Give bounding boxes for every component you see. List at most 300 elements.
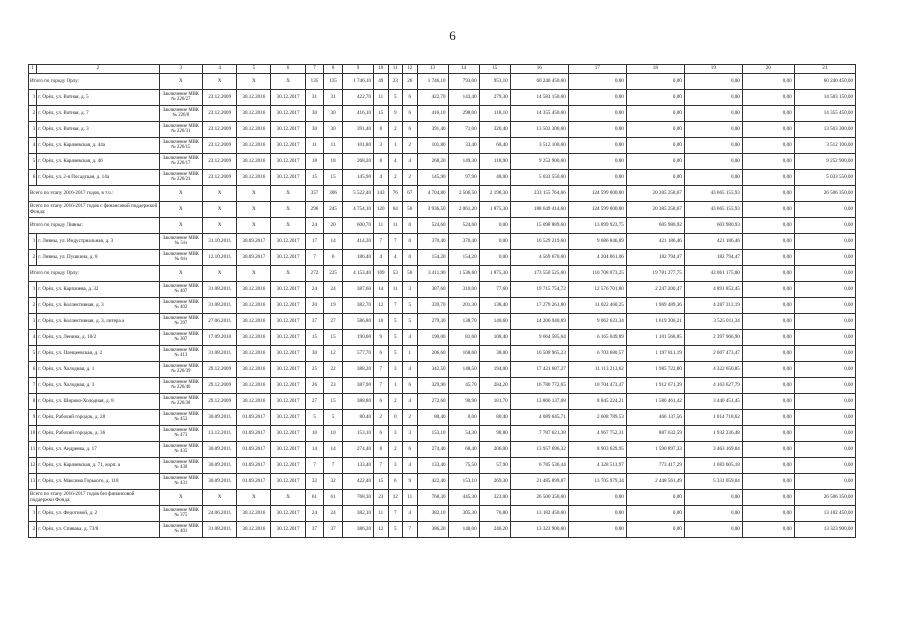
table-cell: 0,00 xyxy=(794,442,855,458)
table-row xyxy=(29,458,856,474)
table-cell: 7 xyxy=(403,522,418,538)
table-cell: 30.12.2017 xyxy=(271,362,305,378)
table-cell: 0,00 xyxy=(626,154,684,170)
table-cell: 30.12.2017 xyxy=(271,330,305,346)
table-cell: 0,00 xyxy=(742,282,794,298)
table-cell: 13 899 923,75 xyxy=(568,218,626,234)
row-number: 13 xyxy=(29,474,37,490)
table-cell: 0,00 xyxy=(626,506,684,522)
table-row xyxy=(29,298,856,314)
table-cell: 3 512 100,00 xyxy=(510,138,568,154)
table-cell: 284,20 xyxy=(479,378,510,394)
table-cell: 56 xyxy=(403,266,418,282)
table-cell: 20 385 258,67 xyxy=(626,202,684,218)
table-cell: 206,00 xyxy=(479,442,510,458)
table-cell: 2 xyxy=(388,122,403,138)
header-cell: 14 xyxy=(448,65,479,74)
row-conclusion: Заключение МВК № 5/н xyxy=(159,234,203,250)
table-cell: 6 xyxy=(324,250,343,266)
row-conclusion: Заключение МВК № 402 xyxy=(159,298,203,314)
table-cell: 8 xyxy=(374,122,389,138)
table-cell: 279,30 xyxy=(417,314,448,330)
table-cell: X xyxy=(237,218,271,234)
table-cell: 382,10 xyxy=(417,506,448,522)
table-cell: 101,80 xyxy=(417,138,448,154)
data-table xyxy=(28,64,856,538)
table-cell: 90,90 xyxy=(448,394,479,410)
table-cell: 5 033 550,00 xyxy=(794,170,855,186)
table-cell: 320,40 xyxy=(479,122,510,138)
table-cell: 0,00 xyxy=(742,186,794,202)
table-cell: 33,40 xyxy=(448,138,479,154)
table-cell: 206,60 xyxy=(417,346,448,362)
table-cell: 64 xyxy=(388,202,403,218)
table-cell: 23 xyxy=(324,378,343,394)
row-address: г. Орёл, Рабочий городок, д. 36 xyxy=(37,426,159,442)
table-cell: 887 632,59 xyxy=(626,426,684,442)
table-cell: 11 113 213,62 xyxy=(568,362,626,378)
table-cell: 32 xyxy=(305,474,324,490)
header-cell: 11 xyxy=(388,65,403,74)
table-cell: 13 503 300,00 xyxy=(510,122,568,138)
table-cell: 0,00 xyxy=(684,170,742,186)
table-cell: 1 197 811,19 xyxy=(626,346,684,362)
row-address: г. Орёл, ул. Широко-Холодная, д. 8 xyxy=(37,394,159,410)
table-cell: 12 xyxy=(388,490,403,506)
table-cell: 272 xyxy=(305,266,324,282)
table-cell: 0,00 xyxy=(794,250,855,266)
table-cell: 0,00 xyxy=(568,90,626,106)
table-cell: 4 xyxy=(388,250,403,266)
table-cell: X xyxy=(237,490,271,506)
table-cell: 135 xyxy=(305,74,324,90)
header-cell: 2 xyxy=(37,65,159,74)
table-cell: 12.10.2011 xyxy=(203,250,237,266)
row-address: г. Орёл, ул. Плещеевская, д. 2 xyxy=(37,346,159,362)
table-cell: 80,40 xyxy=(342,410,373,426)
table-cell: 421 186,46 xyxy=(626,234,684,250)
table-cell: 0,00 xyxy=(742,474,794,490)
table-cell: 27.06.2011 xyxy=(203,314,237,330)
table-cell: 0,00 xyxy=(794,298,855,314)
header-cell: 19 xyxy=(684,65,742,74)
table-cell: 80,40 xyxy=(417,410,448,426)
summary-row xyxy=(29,202,856,218)
table-cell: 0,00 xyxy=(626,122,684,138)
table-cell: 9 xyxy=(403,474,418,490)
table-cell: 4 xyxy=(403,154,418,170)
table-cell: 30.09.2011 xyxy=(203,410,237,426)
table-cell: 38,00 xyxy=(479,346,510,362)
row-number: 3 xyxy=(29,314,37,330)
table-cell: 12 xyxy=(374,522,389,538)
table-cell: 1 875,30 xyxy=(479,202,510,218)
table-cell: 0,00 xyxy=(742,522,794,538)
table-cell: 7 xyxy=(374,458,389,474)
table-cell: 13 182 450,00 xyxy=(794,506,855,522)
header-cell: 7 xyxy=(305,65,324,74)
table-cell: 0,00 xyxy=(684,106,742,122)
table-cell: 26 506 350,00 xyxy=(794,490,855,506)
header-cell: 15 xyxy=(479,65,510,74)
table-cell: 4 967 752,31 xyxy=(568,426,626,442)
table-cell: 9 252 900,00 xyxy=(794,154,855,170)
table-cell: 30.12.2016 xyxy=(237,298,271,314)
table-cell: 30.12.2017 xyxy=(271,394,305,410)
table-cell: 6 165 049,89 xyxy=(568,330,626,346)
table-cell: 1 580 461,42 xyxy=(626,394,684,410)
table-cell: 98,80 xyxy=(479,426,510,442)
table-cell: 3 512 100,00 xyxy=(794,138,855,154)
table-cell: 8 903 629,95 xyxy=(568,442,626,458)
summary-row xyxy=(29,74,856,90)
table-cell: 391,40 xyxy=(417,122,448,138)
table-cell: 54,30 xyxy=(448,426,479,442)
table-cell: 339,70 xyxy=(417,298,448,314)
table-cell: 19 715 754,72 xyxy=(510,282,568,298)
table-cell: X xyxy=(159,266,203,282)
table-cell: 30.12.2017 xyxy=(271,282,305,298)
table-row xyxy=(29,362,856,378)
table-cell: 1 932 236,48 xyxy=(684,426,742,442)
table-cell: 1 969 489,36 xyxy=(626,298,684,314)
table-cell: 603 980,93 xyxy=(684,218,742,234)
table-cell: 30.12.2017 xyxy=(271,170,305,186)
row-number: 2 xyxy=(29,250,37,266)
table-cell: 24 xyxy=(305,218,324,234)
table-cell: 268,20 xyxy=(417,154,448,170)
table-cell: 0,00 xyxy=(684,122,742,138)
table-cell: 23 xyxy=(388,74,403,90)
table-cell: 20 xyxy=(305,298,324,314)
table-cell: 279,30 xyxy=(479,90,510,106)
row-address: г. Орёл, ул. Карпачева, д. 32 xyxy=(37,282,159,298)
table-cell: 31.08.2011 xyxy=(203,522,237,538)
table-cell: 21 485 899,87 xyxy=(510,474,568,490)
table-cell: 31.10.2011 xyxy=(203,234,237,250)
row-address: г. Орёл, ул. Андреева, д. 17 xyxy=(37,442,159,458)
summary-label: Всего по этапу 2016-2017 годов без финансовой поддержки Фонда: xyxy=(29,490,160,506)
row-number: 4 xyxy=(29,330,37,346)
table-cell: 342,50 xyxy=(417,362,448,378)
table-cell: 194,00 xyxy=(479,362,510,378)
table-cell: 3 411,90 xyxy=(417,266,448,282)
table-cell: 30.12.2017 xyxy=(271,458,305,474)
table-cell: 101,80 xyxy=(342,138,373,154)
row-address: г. Орёл, ул. Холодная, д. 1 xyxy=(37,362,159,378)
table-cell: 246,20 xyxy=(479,522,510,538)
table-cell: 1 985 722,80 xyxy=(626,362,684,378)
row-number: 1 xyxy=(29,506,37,522)
table-cell: 6 703 680,57 xyxy=(568,346,626,362)
table-row xyxy=(29,394,856,410)
table-cell: 75,50 xyxy=(448,458,479,474)
row-address: г. Орёл, ул. Ленина, д. 18/2 xyxy=(37,330,159,346)
table-cell: 30.09.2011 xyxy=(203,458,237,474)
table-cell: X xyxy=(237,186,271,202)
table-cell: X xyxy=(159,186,203,202)
table-cell: 0,00 xyxy=(742,90,794,106)
table-cell: 0,00 xyxy=(742,122,794,138)
table-cell: 0 xyxy=(388,410,403,426)
table-row xyxy=(29,442,856,458)
table-cell: 11 xyxy=(388,218,403,234)
table-cell: 30.12.2017 xyxy=(271,250,305,266)
row-conclusion: Заключение МВК № 226/15 xyxy=(159,138,203,154)
table-cell: 4 xyxy=(374,250,389,266)
header-cell: 8 xyxy=(324,65,343,74)
table-cell: 13 705 979,34 xyxy=(568,474,626,490)
table-cell: 68,40 xyxy=(479,138,510,154)
table-cell: 793,00 xyxy=(448,74,479,90)
row-address: г. Орёл, ул. Холодная, д. 3 xyxy=(37,378,159,394)
table-cell: 14 xyxy=(305,442,324,458)
table-cell: 388,20 xyxy=(342,362,373,378)
row-conclusion: Заключение МВК № 375 xyxy=(159,506,203,522)
row-number: 3 xyxy=(29,122,37,138)
table-cell: 4 xyxy=(403,394,418,410)
table-cell: 387,60 xyxy=(342,282,373,298)
table-cell: 60 240 450,00 xyxy=(794,74,855,90)
table-cell: 4 569 670,00 xyxy=(510,250,568,266)
row-number: 5 xyxy=(29,346,37,362)
table-cell: 43 061 175,00 xyxy=(684,266,742,282)
table-cell: 4 322 650,85 xyxy=(684,362,742,378)
table-cell: 31 xyxy=(324,90,343,106)
table-cell: 0,00 xyxy=(794,202,855,218)
table-cell: 416,10 xyxy=(417,106,448,122)
table-cell: 15 xyxy=(324,330,343,346)
table-cell: 30.12.2016 xyxy=(237,122,271,138)
table-cell: 29.12.2009 xyxy=(203,362,237,378)
table-cell: 0,00 xyxy=(568,170,626,186)
table-cell: 268,20 xyxy=(342,154,373,170)
table-row xyxy=(29,410,856,426)
table-row xyxy=(29,378,856,394)
table-cell: 0,00 xyxy=(626,522,684,538)
table-cell: 0,00 xyxy=(626,74,684,90)
table-cell: 6 xyxy=(403,106,418,122)
table-cell: 0,00 xyxy=(626,90,684,106)
summary-row xyxy=(29,186,856,202)
table-cell: 19 781 277,75 xyxy=(626,266,684,282)
table-cell: 0,00 xyxy=(742,426,794,442)
table-cell: 15 xyxy=(324,394,343,410)
table-cell: 2 607 473,47 xyxy=(684,346,742,362)
table-cell: 61 xyxy=(305,490,324,506)
table-cell: 181,70 xyxy=(479,394,510,410)
table-cell: 30.12.2016 xyxy=(237,106,271,122)
table-cell: 154,20 xyxy=(448,250,479,266)
table-cell: 182 794,47 xyxy=(684,250,742,266)
table-cell: 4 328 513,97 xyxy=(568,458,626,474)
table-cell: 17.09.2010 xyxy=(203,330,237,346)
table-cell: 768,30 xyxy=(417,490,448,506)
table-cell: 81,60 xyxy=(448,330,479,346)
table-cell: 0,00 xyxy=(794,362,855,378)
table-cell: 577,70 xyxy=(342,346,373,362)
table-cell: 773 417,29 xyxy=(626,458,684,474)
table-cell: 37 xyxy=(324,522,343,538)
table-row xyxy=(29,474,856,490)
table-row xyxy=(29,90,856,106)
row-number: 4 xyxy=(29,138,37,154)
table-cell: 110 708 073,25 xyxy=(568,266,626,282)
table-cell: 118,10 xyxy=(479,106,510,122)
table-cell: 143,40 xyxy=(448,90,479,106)
table-cell: 133,40 xyxy=(417,458,448,474)
table-cell: 25 xyxy=(305,362,324,378)
header-cell: 13 xyxy=(417,65,448,74)
table-cell: 57,90 xyxy=(479,458,510,474)
table-cell: 0,00 xyxy=(568,522,626,538)
table-cell: 0,00 xyxy=(794,458,855,474)
table-cell: 1 590 897,33 xyxy=(626,442,684,458)
page-number: 6 xyxy=(449,28,456,43)
table-cell: 2 506,50 xyxy=(448,186,479,202)
table-cell: 0,00 xyxy=(684,74,742,90)
table-cell: 24.06.2011 xyxy=(203,506,237,522)
row-number: 7 xyxy=(29,378,37,394)
table-cell: 0,00 xyxy=(742,298,794,314)
row-address: г. Орёл, ул. Карачевская, д. 71, корп. а xyxy=(37,458,159,474)
table-cell: 0,00 xyxy=(742,506,794,522)
table-cell: 80,40 xyxy=(479,410,510,426)
table-cell: 0,00 xyxy=(794,266,855,282)
table-cell: 138,70 xyxy=(448,314,479,330)
header-cell: 6 xyxy=(271,65,305,74)
table-cell: 26 xyxy=(403,74,418,90)
table-cell: 31.08.2011 xyxy=(203,282,237,298)
table-cell: 48,00 xyxy=(479,170,510,186)
table-cell: 310,00 xyxy=(448,282,479,298)
row-conclusion: Заключение МВК № 226/39 xyxy=(159,362,203,378)
table-cell: 388,80 xyxy=(342,394,373,410)
table-cell: 26 xyxy=(305,378,324,394)
table-cell: 0,00 xyxy=(742,410,794,426)
table-cell: 190,00 xyxy=(417,330,448,346)
table-cell: 118,90 xyxy=(479,154,510,170)
table-cell: 15 098 889,60 xyxy=(510,218,568,234)
table-cell: 6 xyxy=(403,90,418,106)
table-cell: 2 448 561,49 xyxy=(626,474,684,490)
table-cell: 422,40 xyxy=(417,474,448,490)
row-number: 6 xyxy=(29,170,37,186)
row-address: г. Орёл, Рабочий городок, д. 28 xyxy=(37,410,159,426)
table-cell: 953,10 xyxy=(479,74,510,90)
table-row xyxy=(29,330,856,346)
table-cell: 30.12.2017 xyxy=(271,298,305,314)
table-cell: 0,00 xyxy=(794,378,855,394)
table-cell: 1 746,10 xyxy=(417,74,448,90)
table-cell: 4 xyxy=(388,154,403,170)
row-conclusion: Заключение МВК № 413 xyxy=(159,346,203,362)
table-cell: 0,00 xyxy=(794,330,855,346)
table-cell: 1 746,10 xyxy=(342,74,373,90)
row-number: 11 xyxy=(29,442,37,458)
table-cell: X xyxy=(203,490,237,506)
table-cell: 76 xyxy=(388,186,403,202)
table-cell: 30.12.2016 xyxy=(237,346,271,362)
table-cell: 14 xyxy=(324,442,343,458)
table-cell: 305,30 xyxy=(448,506,479,522)
table-cell: 0,00 xyxy=(742,74,794,90)
table-cell: 4 204 061,06 xyxy=(568,250,626,266)
table-cell: 3 xyxy=(374,138,389,154)
table-cell: X xyxy=(237,266,271,282)
row-number: 9 xyxy=(29,410,37,426)
table-cell: 0,00 xyxy=(568,138,626,154)
table-cell: 0,00 xyxy=(794,410,855,426)
table-cell: 0,00 xyxy=(794,426,855,442)
row-address: г. Орёл, ул. Ватная, д. 5 xyxy=(37,90,159,106)
table-cell: 3 xyxy=(403,426,418,442)
table-cell: 10 xyxy=(324,426,343,442)
row-address: г. Орёл, ул. Карачевская, д. 44а xyxy=(37,138,159,154)
table-cell: 11 xyxy=(403,490,418,506)
table-cell: 13 866 137,08 xyxy=(510,394,568,410)
table-cell: 77,60 xyxy=(479,282,510,298)
header-cell: 9 xyxy=(342,65,373,74)
table-cell: 422,70 xyxy=(342,90,373,106)
table-cell: 168,60 xyxy=(448,346,479,362)
table-cell: 37 xyxy=(305,522,324,538)
table-cell: 0,00 xyxy=(742,250,794,266)
table-cell: 26 506 350,00 xyxy=(794,186,855,202)
table-cell: 30.09.2017 xyxy=(237,250,271,266)
row-conclusion: Заключение МВК № 226/8 xyxy=(159,106,203,122)
table-cell: 30.12.2017 xyxy=(271,314,305,330)
table-cell: 30.12.2017 xyxy=(271,106,305,122)
table-cell: 4 891 852,45 xyxy=(684,282,742,298)
table-cell: 5 522,40 xyxy=(342,186,373,202)
table-cell: 30.12.2016 xyxy=(237,362,271,378)
table-cell: 43 665 155,93 xyxy=(684,202,742,218)
table-cell: X xyxy=(159,218,203,234)
table-cell: 0,00 xyxy=(742,346,794,362)
table-cell: 30.12.2017 xyxy=(271,442,305,458)
table-cell: 182 794,47 xyxy=(626,250,684,266)
table-cell: 30.12.2016 xyxy=(237,138,271,154)
table-row xyxy=(29,314,856,330)
table-cell: 0,00 xyxy=(626,138,684,154)
table-cell: 140,60 xyxy=(479,314,510,330)
table-cell: 23.12.2009 xyxy=(203,170,237,186)
table-cell: 10 xyxy=(305,426,324,442)
row-address: г. Орёл, ул. Коллективная, д. 3, литера а xyxy=(37,314,159,330)
table-cell: 414,30 xyxy=(342,234,373,250)
table-cell: 18 xyxy=(305,154,324,170)
table-cell: 3 525 011,34 xyxy=(684,314,742,330)
table-cell: 272,60 xyxy=(417,394,448,410)
table-cell: 67 xyxy=(403,186,418,202)
table-cell: 24 xyxy=(324,506,343,522)
table-cell: 1 536,60 xyxy=(448,266,479,282)
table-cell: 0,00 xyxy=(794,346,855,362)
table-cell: 30.12.2017 xyxy=(271,138,305,154)
row-conclusion: Заключение МВК № 452 xyxy=(159,410,203,426)
table-cell: 382,10 xyxy=(342,506,373,522)
table-cell: 30.12.2017 xyxy=(271,90,305,106)
table-cell: 422,70 xyxy=(417,90,448,106)
row-conclusion: Заключение МВК № 435 xyxy=(159,442,203,458)
row-conclusion: Заключение МВК № 226/31 xyxy=(159,122,203,138)
table-cell: 29.12.2009 xyxy=(203,378,237,394)
table-row xyxy=(29,282,856,298)
table-cell: 2 xyxy=(403,138,418,154)
table-row xyxy=(29,154,856,170)
table-cell: 600,70 xyxy=(342,218,373,234)
